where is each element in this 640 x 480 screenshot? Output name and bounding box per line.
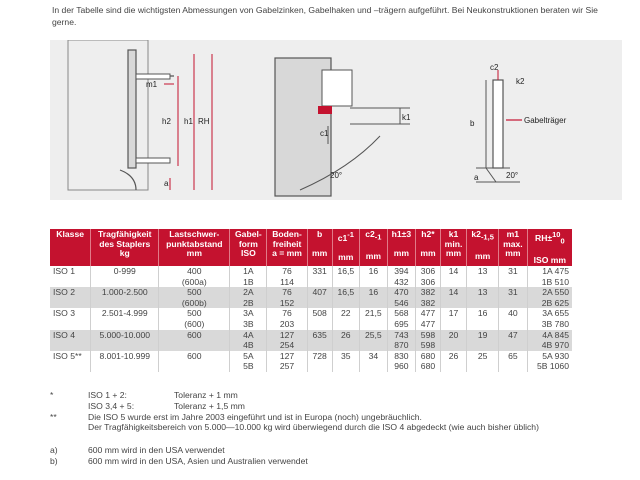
- cell-last: 500 (600b): [159, 287, 230, 308]
- cell-klasse: ISO 4: [50, 330, 91, 351]
- table-row: [50, 287, 572, 308]
- footnote-a: a) 600 mm wird in den USA verwendet: [50, 445, 225, 456]
- diagram-carrier-section: [470, 63, 567, 182]
- footnotes: [50, 390, 620, 467]
- cell-trag: 5.000-10.000: [91, 330, 159, 351]
- cell-h1: 470 546: [387, 287, 415, 308]
- cell-h1: 568 695: [387, 308, 415, 329]
- cell-k1: 14: [440, 287, 466, 308]
- fork-dimension-diagrams: [50, 40, 622, 200]
- cell-k2: 16: [467, 308, 499, 329]
- cell-h1: 394 432: [387, 266, 415, 287]
- label-gabeltraeger: Gabelträger: [524, 116, 567, 125]
- cell-m1: 65: [499, 351, 528, 372]
- label-rh: RH: [198, 117, 210, 126]
- cell-c2: 25,5: [360, 330, 388, 351]
- cell-last: 600: [159, 351, 230, 372]
- cell-trag: 0-999: [91, 266, 159, 287]
- footnote-iso5-detail: Der Tragfähigkeitsbereich von 5.000—10.000 kg wird überwiegend durch die ISO 4 abgedeckt (wie auch bisher üblich): [88, 422, 539, 433]
- fork-dimensions-table: [50, 229, 572, 372]
- cell-k2: 19: [467, 330, 499, 351]
- header-bodenfreiheit: Boden- freiheit a = mm: [267, 229, 307, 266]
- label-a-left: a: [164, 179, 169, 188]
- cell-last: 500 (600): [159, 308, 230, 329]
- diagram-fork-side: [68, 40, 212, 190]
- cell-klasse: ISO 3: [50, 308, 91, 329]
- label-a-right: a: [474, 173, 479, 182]
- label-m1: m1: [146, 80, 158, 89]
- cell-c2: 21,5: [360, 308, 388, 329]
- cell-klasse: ISO 2: [50, 287, 91, 308]
- header-klasse: Klasse: [50, 229, 91, 266]
- cell-c1: 35: [332, 351, 360, 372]
- label-h1: h1: [184, 117, 193, 126]
- table-row: [50, 266, 572, 287]
- label-b: b: [470, 119, 475, 128]
- header-k1: k1 min. mm: [440, 229, 466, 266]
- header-b: b mm: [307, 229, 332, 266]
- header-gabelform: Gabel- form ISO: [230, 229, 267, 266]
- cell-b: 407: [307, 287, 332, 308]
- cell-h2: 680 680: [416, 351, 441, 372]
- cell-c1: 26: [332, 330, 360, 351]
- header-h1: h1±3 mm: [387, 229, 415, 266]
- cell-h2: 598 598: [416, 330, 441, 351]
- cell-rh: 5A 930 5B 1060: [527, 351, 572, 372]
- label-k1: k1: [402, 113, 411, 122]
- header-rh: RH±$^{10}_0$ ISO mm: [527, 229, 572, 266]
- diagram-svg: [50, 40, 622, 200]
- cell-k2: 13: [467, 266, 499, 287]
- cell-c2: 16: [360, 287, 388, 308]
- cell-k1: 20: [440, 330, 466, 351]
- cell-k1: 17: [440, 308, 466, 329]
- header-tragfaehigkeit: Tragfähigkeit des Staplers kg: [91, 229, 159, 266]
- header-lastschwerpunkt: Lastschwer- punktabstand mm: [159, 229, 230, 266]
- cell-boden: 76 152: [267, 287, 307, 308]
- cell-klasse: ISO 1: [50, 266, 91, 287]
- footnote-b: b) 600 mm wird in den USA, Asien und Australien verwendet: [50, 455, 308, 466]
- footnote-iso12: * ISO 1 + 2: Toleranz + 1 mm: [50, 390, 238, 400]
- cell-m1: 40: [499, 308, 528, 329]
- cell-k2: 13: [467, 287, 499, 308]
- cell-h1: 743 870: [387, 330, 415, 351]
- cell-rh: 2A 550 2B 625: [527, 287, 572, 308]
- header-c1: $c1^{-1}$ mm: [332, 229, 360, 266]
- cell-rh: 3A 655 3B 780: [527, 308, 572, 329]
- cell-m1: 31: [499, 287, 528, 308]
- cell-k1: 26: [440, 351, 466, 372]
- cell-c1: 16,5: [332, 287, 360, 308]
- cell-boden: 76 114: [267, 266, 307, 287]
- footnote-iso5: ** Die ISO 5 wurde erst im Jahre 2003 eingeführt und ist in Europa (noch) ungebräuchlich.: [50, 411, 422, 422]
- table-header-row: [50, 229, 572, 266]
- cell-form: 1A 1B: [230, 266, 267, 287]
- footnote-iso345: ISO 3,4 + 5: Toleranz + 1,5 mm: [88, 400, 245, 411]
- cell-form: 3A 3B: [230, 308, 267, 329]
- cell-trag: 1.000-2.500: [91, 287, 159, 308]
- header-c2: $c2_{-1}$ mm: [360, 229, 388, 266]
- cell-h2: 382 382: [416, 287, 441, 308]
- cell-b: 508: [307, 308, 332, 329]
- cell-m1: 47: [499, 330, 528, 351]
- cell-c2: 34: [360, 351, 388, 372]
- cell-boden: 127 254: [267, 330, 307, 351]
- cell-b: 728: [307, 351, 332, 372]
- cell-form: 2A 2B: [230, 287, 267, 308]
- cell-boden: 127 257: [267, 351, 307, 372]
- table-row: [50, 308, 572, 329]
- label-angle-right: 20°: [506, 171, 519, 180]
- cell-b: 635: [307, 330, 332, 351]
- cell-k2: 25: [467, 351, 499, 372]
- cell-c1: 16,5: [332, 266, 360, 287]
- header-k2: $k2_{-1,5}$ mm: [467, 229, 499, 266]
- cell-m1: 31: [499, 266, 528, 287]
- cell-trag: 8.001-10.999: [91, 351, 159, 372]
- table-row: [50, 330, 572, 351]
- cell-last: 400 (600a): [159, 266, 230, 287]
- label-c1: c1: [320, 129, 329, 138]
- cell-klasse: ISO 5**: [50, 351, 91, 372]
- cell-form: 4A 4B: [230, 330, 267, 351]
- cell-last: 600: [159, 330, 230, 351]
- cell-b: 331: [307, 266, 332, 287]
- cell-h2: 306 306: [416, 266, 441, 287]
- cell-trag: 2.501-4.999: [91, 308, 159, 329]
- label-k2: k2: [516, 77, 525, 86]
- cell-rh: 1A 475 1B 510: [527, 266, 572, 287]
- label-angle-middle: 20°: [330, 171, 343, 180]
- header-h2: h2* mm: [416, 229, 441, 266]
- cell-form: 5A 5B: [230, 351, 267, 372]
- label-h2: h2: [162, 117, 171, 126]
- cell-rh: 4A 845 4B 970: [527, 330, 572, 351]
- label-c2: c2: [490, 63, 499, 72]
- cell-boden: 76 203: [267, 308, 307, 329]
- cell-c1: 22: [332, 308, 360, 329]
- diagram-hook-detail: [275, 58, 411, 196]
- cell-h2: 477 477: [416, 308, 441, 329]
- table-row: [50, 351, 572, 372]
- header-m1: m1 max. mm: [499, 229, 528, 266]
- cell-c2: 16: [360, 266, 388, 287]
- cell-k1: 14: [440, 266, 466, 287]
- cell-h1: 830 960: [387, 351, 415, 372]
- intro-text: In der Tabelle sind die wichtigsten Abmessungen von Gabelzinken, Gabelhaken und –trägern aufgeführt. Bei Neukonstruktionen beraten wir Sie gerne.: [52, 5, 598, 27]
